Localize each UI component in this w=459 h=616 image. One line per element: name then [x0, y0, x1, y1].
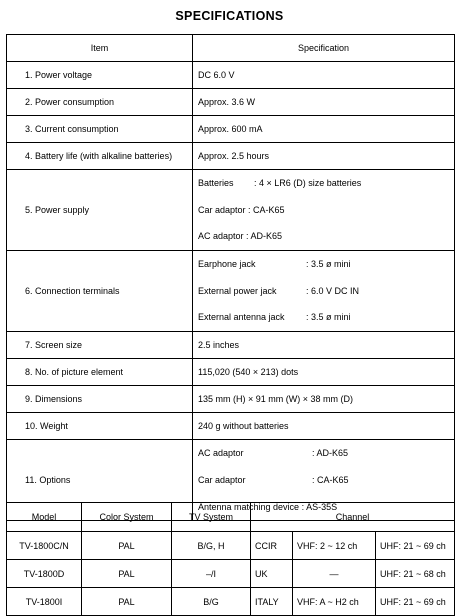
spec-line [198, 278, 454, 305]
row-item: 6. Connection terminals [7, 251, 193, 332]
table-row [7, 386, 455, 413]
cell-uhf: UHF: 21 ~ 69 ch [376, 532, 455, 560]
cell-model: TV-1800D [7, 560, 82, 588]
table-row [7, 170, 455, 251]
row-item: 1. Power voltage [7, 62, 193, 89]
spec-line [198, 170, 454, 197]
column-header-channel: Channel [251, 503, 455, 532]
column-header-specification: Specification [193, 35, 455, 62]
row-item: 9. Dimensions [7, 386, 193, 413]
row-item: 2. Power consumption [7, 89, 193, 116]
cell-model: TV-1800C/N [7, 532, 82, 560]
row-item: 8. No. of picture element [7, 359, 193, 386]
column-header-item: Item [7, 35, 193, 62]
row-value: 115,020 (540 × 213) dots [193, 359, 455, 386]
row-value: Approx. 600 mA [193, 116, 455, 143]
spec-line-label: Batteries [198, 178, 234, 188]
cell-model: TV-1800I [7, 588, 82, 616]
row-value-multi [193, 170, 455, 251]
spec-line [198, 197, 454, 224]
spec-line [198, 467, 454, 494]
spec-line-label: Antenna matching device [198, 501, 300, 512]
cell-tv-system: –/I [172, 560, 251, 588]
spec-line-label: Car adaptor [198, 474, 246, 485]
table-row [7, 251, 455, 332]
spec-line-value: : 4 × LR6 (D) size batteries [254, 178, 362, 188]
row-value: 240 g without batteries [193, 413, 455, 440]
table-row [7, 532, 455, 560]
specifications-table [6, 34, 455, 521]
cell-region: ITALY [251, 588, 293, 616]
spec-line-label: AC adaptor [198, 448, 244, 459]
table-header-row [7, 35, 455, 62]
spec-line-label: Earphone jack [198, 259, 256, 270]
row-value: Approx. 3.6 W [193, 89, 455, 116]
table-row [7, 588, 455, 616]
spec-line-label: External power jack [198, 285, 277, 296]
spec-line-value: : AS-35S [301, 501, 338, 512]
row-item: 10. Weight [7, 413, 193, 440]
spec-line-value: : CA-K65 [312, 474, 349, 485]
spec-line [198, 251, 454, 278]
spec-line-value: : 6.0 V DC IN [306, 285, 360, 296]
spec-line-label: External antenna jack [198, 312, 285, 323]
cell-uhf: UHF: 21 ~ 68 ch [376, 560, 455, 588]
cell-uhf: UHF: 21 ~ 69 ch [376, 588, 455, 616]
table-row [7, 89, 455, 116]
column-header-color-system: Color System [82, 503, 172, 532]
table-row [7, 332, 455, 359]
table-row [7, 116, 455, 143]
column-header-tv-system: TV System [172, 503, 251, 532]
spec-line-value: : AD-K65 [312, 448, 349, 459]
row-value: DC 6.0 V [193, 62, 455, 89]
row-item: 7. Screen size [7, 332, 193, 359]
cell-color-system: PAL [82, 588, 172, 616]
row-item: 5. Power supply [7, 170, 193, 251]
spec-line-label: AC adaptor [198, 231, 244, 242]
spec-line-value: : 3.5 ø mini [306, 259, 351, 270]
cell-tv-system: B/G, H [172, 532, 251, 560]
spec-line-value: : AD-K65 [246, 231, 283, 242]
cell-vhf: VHF: A ~ H2 ch [293, 588, 376, 616]
cell-vhf: — [293, 560, 376, 588]
spec-line [198, 440, 454, 467]
cell-vhf: VHF: 2 ~ 12 ch [293, 532, 376, 560]
spec-line [198, 304, 454, 331]
row-value-multi [193, 251, 455, 332]
spec-line-label: Car adaptor [198, 204, 246, 215]
row-item: 4. Battery life (with alkaline batteries) [7, 143, 193, 170]
table-header-row [7, 503, 455, 532]
table-row [7, 560, 455, 588]
table-row [7, 143, 455, 170]
row-value: Approx. 2.5 hours [193, 143, 455, 170]
table-row [7, 359, 455, 386]
table-row [7, 413, 455, 440]
spec-line [198, 223, 454, 250]
row-item: 3. Current consumption [7, 116, 193, 143]
spec-line-value: : CA-K65 [248, 204, 285, 215]
cell-region: UK [251, 560, 293, 588]
row-value: 2.5 inches [193, 332, 455, 359]
cell-color-system: PAL [82, 532, 172, 560]
row-item: 11. Options [7, 440, 193, 521]
column-header-model: Model [7, 503, 82, 532]
row-value: 135 mm (H) × 91 mm (W) × 38 mm (D) [193, 386, 455, 413]
spec-line-value: : 3.5 ø mini [306, 312, 351, 323]
page-title: SPECIFICATIONS [175, 9, 284, 23]
cell-color-system: PAL [82, 560, 172, 588]
cell-region: CCIR [251, 532, 293, 560]
model-table [6, 502, 455, 616]
table-row [7, 62, 455, 89]
cell-tv-system: B/G [172, 588, 251, 616]
